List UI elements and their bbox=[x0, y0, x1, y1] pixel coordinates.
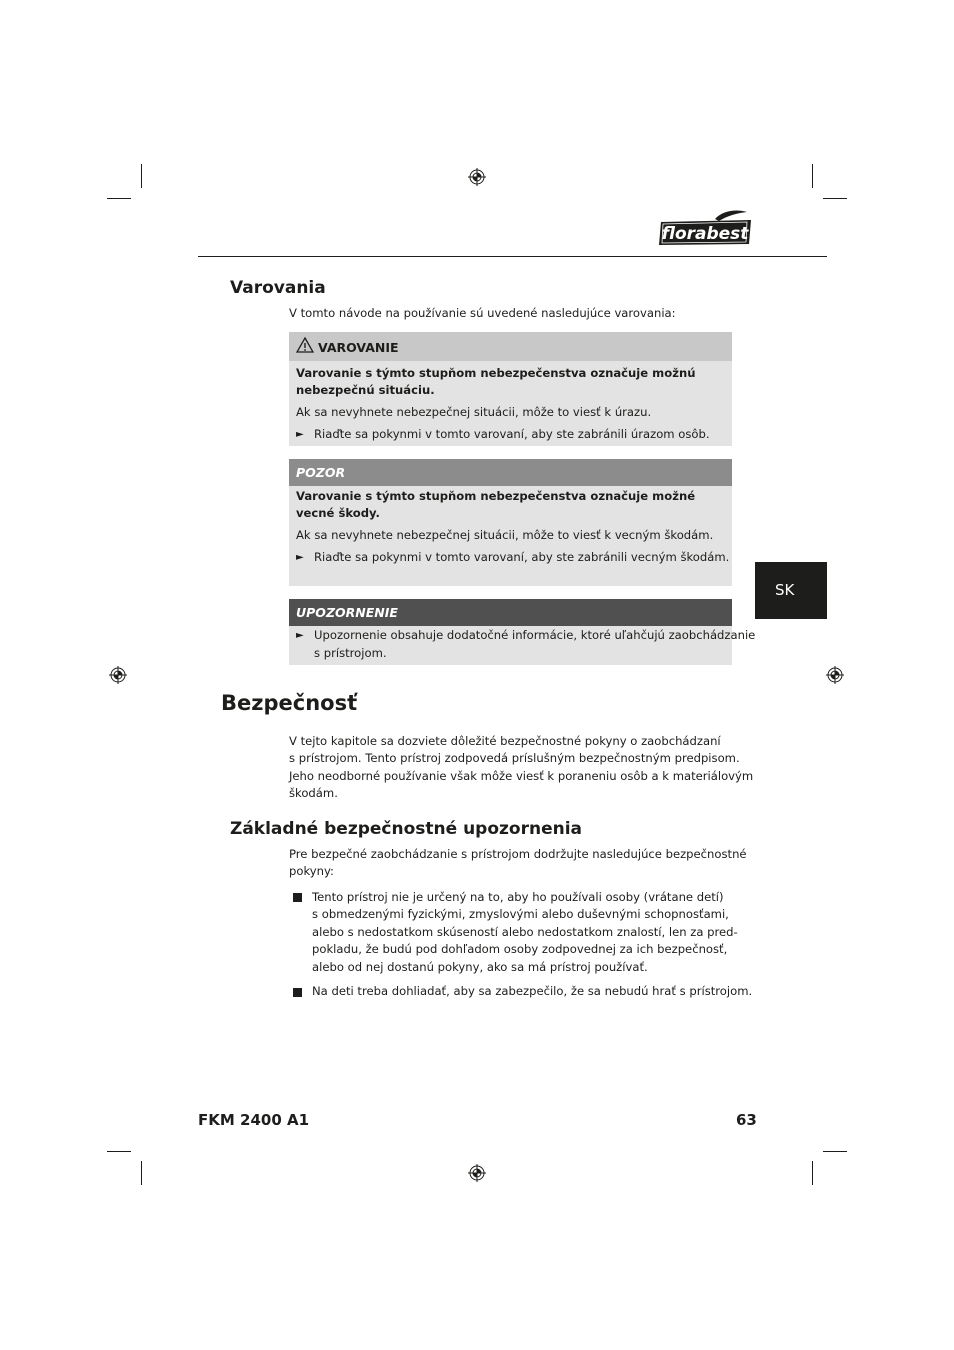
crop-mark bbox=[823, 1151, 847, 1152]
language-tab-label: SK bbox=[775, 581, 795, 599]
crop-mark bbox=[107, 198, 131, 199]
language-tab bbox=[755, 562, 827, 619]
arrow-bullet-icon: ► bbox=[296, 429, 304, 440]
safety-item-line: Na deti treba dohliadať, aby sa zabezpečilo, že sa nebudú hrať s prístrojom. bbox=[312, 984, 753, 998]
safety-intro-line: s prístrojom. Tento prístroj zodpovedá príslušným bezpečnostným predpisom. bbox=[289, 751, 740, 765]
crop-mark bbox=[141, 164, 142, 188]
arrow-bullet-icon: ► bbox=[296, 630, 304, 641]
warning-box-label: VAROVANIE bbox=[318, 340, 399, 355]
safety-item-line: alebo s nedostatkom skúseností alebo nedostatkom znalostí, len za pred- bbox=[312, 925, 738, 939]
caution-box-text: Ak sa nevyhnete nebezpečnej situácii, môže to viesť k vecným škodám. bbox=[296, 528, 714, 542]
warning-box-bullet: Riaďte sa pokynmi v tomto varovaní, aby ste zabránili úrazom osôb. bbox=[314, 427, 710, 441]
safety-item-line: alebo od nej dostanú pokyny, ako sa má prístroj používať. bbox=[312, 960, 648, 974]
footer-model: FKM 2400 A1 bbox=[198, 1111, 310, 1129]
safety-intro-line: škodám. bbox=[289, 786, 338, 800]
warnings-intro: V tomto návode na používanie sú uvedené nasledujúce varovania: bbox=[289, 306, 676, 320]
caution-box-bullet: Riaďte sa pokynmi v tomto varovaní, aby ste zabránili vecným škodám. bbox=[314, 550, 730, 564]
warnings-heading: Varovania bbox=[230, 278, 326, 298]
safety-intro-line: V tejto kapitole sa dozviete dôležité bezpečnostné pokyny o zaobchádzaní bbox=[289, 734, 721, 748]
safety-title: Bezpečnosť bbox=[221, 691, 358, 715]
note-box-bullet-line: Upozornenie obsahuje dodatočné informácie, ktoré uľahčujú zaobchádzanie bbox=[314, 628, 756, 642]
arrow-bullet-icon: ► bbox=[296, 552, 304, 563]
registration-mark-icon bbox=[109, 666, 127, 684]
safety-item-line: Tento prístroj nie je určený na to, aby ho používali osoby (vrátane detí) bbox=[312, 890, 724, 904]
warning-box-text: Ak sa nevyhnete nebezpečnej situácii, môže to viesť k úrazu. bbox=[296, 405, 652, 419]
crop-mark bbox=[812, 1161, 813, 1185]
caution-box-bold-line: Varovanie s týmto stupňom nebezpečenstva označuje možné bbox=[296, 489, 696, 503]
warning-box-bold-line: nebezpečnú situáciu. bbox=[296, 383, 435, 397]
crop-mark bbox=[141, 1161, 142, 1185]
crop-mark bbox=[812, 164, 813, 188]
caution-box-header bbox=[289, 459, 732, 486]
crop-mark bbox=[823, 198, 847, 199]
warning-box-bold-line: Varovanie s týmto stupňom nebezpečenstva označuje možnú bbox=[296, 366, 696, 380]
crop-mark bbox=[107, 1151, 131, 1152]
safety-item-line: pokladu, že budú pod dohľadom osoby zodpovednej za ich bezpečnosť, bbox=[312, 942, 728, 956]
logo-text: florabest bbox=[661, 224, 749, 244]
note-box-label: UPOZORNENIE bbox=[296, 605, 398, 620]
basic-safety-heading: Základné bezpečnostné upozornenia bbox=[230, 819, 583, 839]
registration-mark-icon bbox=[468, 168, 486, 186]
note-box-bullet-line: s prístrojom. bbox=[314, 646, 387, 660]
square-bullet-icon bbox=[293, 988, 302, 997]
safety-item-line: s obmedzenými fyzickými, zmyslovými alebo duševnými schopnosťami, bbox=[312, 907, 729, 921]
warning-triangle-icon bbox=[296, 337, 314, 353]
footer-page-number: 63 bbox=[736, 1111, 757, 1129]
caution-box-bold-line: vecné škody. bbox=[296, 506, 380, 520]
safety-intro-line: Jeho neodborné používanie však môže viesť k poraneniu osôb a k materiálovým bbox=[289, 769, 754, 783]
caution-box-label: POZOR bbox=[296, 465, 346, 480]
header-rule bbox=[198, 256, 827, 257]
registration-mark-icon bbox=[826, 666, 844, 684]
note-box-header bbox=[289, 599, 732, 626]
registration-mark-icon bbox=[468, 1164, 486, 1182]
basic-safety-intro-line: Pre bezpečné zaobchádzanie s prístrojom dodržujte nasledujúce bezpečnostné bbox=[289, 847, 747, 861]
square-bullet-icon bbox=[293, 893, 302, 902]
basic-safety-intro-line: pokyny: bbox=[289, 864, 334, 878]
florabest-logo bbox=[657, 209, 753, 247]
